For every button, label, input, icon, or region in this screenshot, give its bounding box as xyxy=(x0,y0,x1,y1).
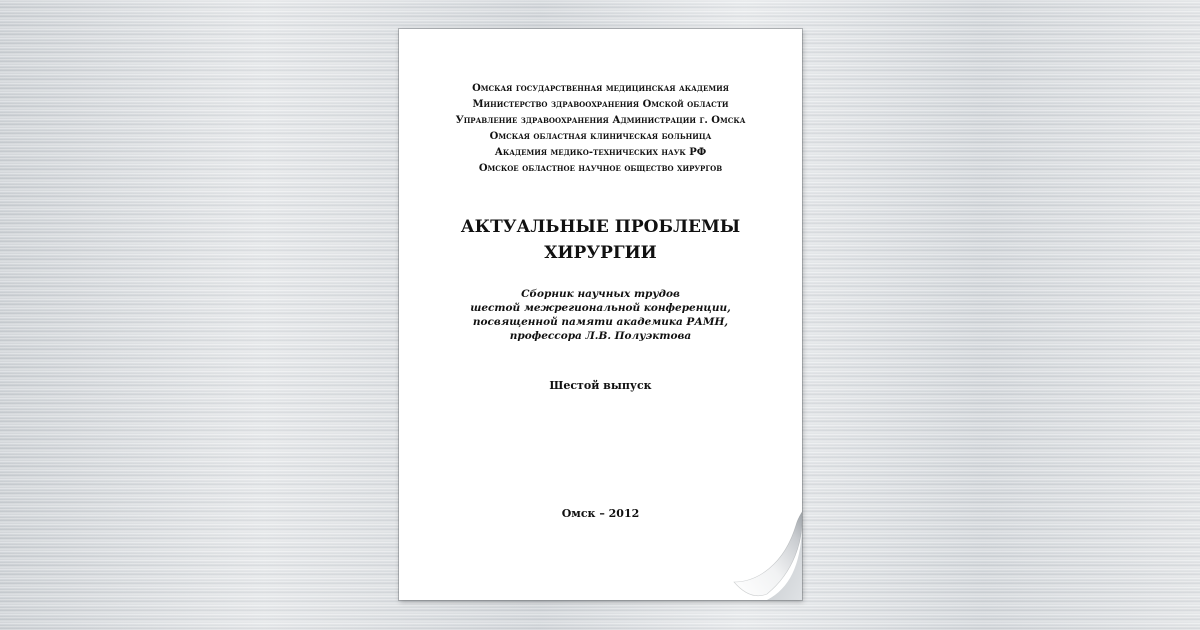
title-line: ХИРУРГИИ xyxy=(544,243,657,263)
document-title xyxy=(399,214,802,266)
document-page xyxy=(399,29,802,600)
organizations-block xyxy=(399,81,802,177)
subtitle-line: Сборник научных трудов xyxy=(521,288,680,300)
document-subtitle xyxy=(399,287,802,343)
organization-line: Омская областная клиническая больница xyxy=(489,131,712,142)
issue-label: Шестой выпуск xyxy=(549,379,652,392)
organization-line: Омская государственная медицинская академия xyxy=(472,83,729,94)
organization-line: Академия медико-технических наук РФ xyxy=(494,147,707,158)
page-curl-icon xyxy=(712,470,802,600)
organization-line: Министерство здравоохранения Омской области xyxy=(472,99,729,110)
subtitle-line: шестой межрегиональной конференции, xyxy=(470,302,731,314)
organization-line: Омское областное научное общество хирургов xyxy=(478,163,723,174)
subtitle-line: посвященной памяти академика РАМН, xyxy=(472,316,729,328)
imprint-place-year: Омск – 2012 xyxy=(561,507,640,520)
title-line: АКТУАЛЬНЫЕ ПРОБЛЕМЫ xyxy=(460,217,741,237)
organization-line: Управление здравоохранения Администрации г. Омска xyxy=(455,115,746,126)
subtitle-line: профессора Л.В. Полуэктова xyxy=(509,330,692,342)
